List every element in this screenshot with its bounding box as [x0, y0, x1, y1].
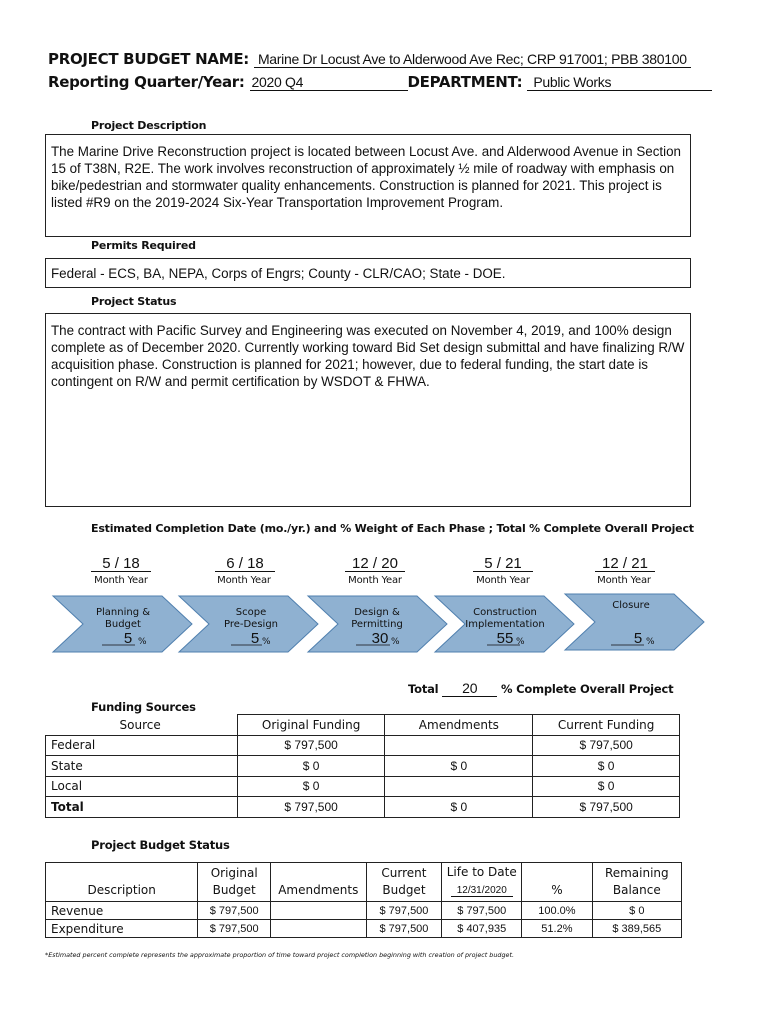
- permits-text: Federal - ECS, BA, NEPA, Corps of Engrs; County - CLR/CAO; State - DOE.: [51, 266, 506, 281]
- phase-2-pct-sign: %: [262, 637, 271, 647]
- description-text: The Marine Drive Reconstruction project is located between Locust Ave. and Alderwood Avenue in Section 15 of T38N, R2E. The work involves reconstruction of approximately ½ mile of roadway with emphasis on bike/pedestrian and stormwater quality enhancements. Construction is planned for 2021. This project is listed #R9 on the 2019-2024 Six-Year Transportation Improvement Program.: [51, 144, 681, 210]
- permits-box: [45, 258, 691, 288]
- project-budget-name-row: [48, 50, 691, 68]
- milestone-4-caption: Month Year: [476, 575, 530, 586]
- table-row: [46, 756, 680, 777]
- col-life-to-date: Life to Date 12/31/2020: [442, 863, 522, 902]
- budget-current: $ 797,500: [366, 902, 442, 920]
- description-box: [45, 134, 691, 237]
- phase-2-line1: Scope: [235, 607, 267, 618]
- reporting-quarter-row: [48, 73, 712, 91]
- footnote: *Estimated percent complete represents the approximate proportion of time toward project completion beginning with creation of project budget.: [45, 951, 514, 959]
- funding-current: $ 797,500: [533, 735, 680, 756]
- phase-4-pct: 55: [496, 630, 514, 647]
- milestone-3-caption: Month Year: [348, 575, 402, 586]
- budget-pct: 100.0%: [522, 902, 592, 920]
- budget-current: $ 797,500: [366, 920, 442, 938]
- milestone-4: 5 / 21: [468, 555, 538, 572]
- budget-remaining: $ 0: [592, 902, 681, 920]
- funding-original: $ 797,500: [237, 735, 385, 756]
- budget-amendments: [270, 920, 366, 938]
- col-percent: %: [522, 863, 592, 902]
- milestone-5: 12 / 21: [590, 555, 660, 572]
- phase-5-pct: 5: [633, 630, 643, 647]
- phase-construction: [435, 596, 574, 652]
- phase-1-pct: 5: [123, 630, 133, 647]
- funding-current: $ 797,500: [533, 797, 680, 818]
- completion-label: Estimated Completion Date (mo./yr.) and % Weight of Each Phase ; Total % Complete Overall Project: [91, 522, 694, 535]
- budget-original: $ 797,500: [198, 920, 271, 938]
- total-value: 20: [442, 681, 497, 697]
- funding-amendments: $ 0: [385, 756, 533, 777]
- phase-4-line1: Construction: [473, 607, 537, 618]
- budget-pct: 51.2%: [522, 920, 592, 938]
- phase-2-pct: 5: [250, 630, 260, 647]
- milestone-2-caption: Month Year: [217, 575, 271, 586]
- phase-3-pct: 30: [371, 630, 389, 647]
- funding-header-row: [46, 715, 680, 736]
- col-description: Description: [46, 863, 198, 902]
- phase-chevrons: [50, 592, 710, 656]
- quarter-value: 2020 Q4: [250, 75, 408, 91]
- phase-1-line1: Planning &: [95, 607, 151, 618]
- funding-original: $ 0: [237, 756, 385, 777]
- col-current-budget: Current Budget: [366, 863, 442, 902]
- budget-status-table: [45, 862, 682, 938]
- budget-name-label: PROJECT BUDGET NAME:: [48, 50, 249, 68]
- milestone-5-year: 21: [631, 555, 648, 572]
- phase-5-pct-sign: %: [646, 637, 655, 647]
- budget-amendments: [270, 902, 366, 920]
- status-box: [45, 313, 691, 507]
- milestone-3: 12 / 20: [340, 555, 410, 572]
- description-label: Project Description: [91, 119, 207, 132]
- budget-header-row: [46, 863, 682, 902]
- table-row: [46, 920, 682, 938]
- status-label: Project Status: [91, 295, 177, 308]
- col-current-funding: Current Funding: [533, 715, 680, 736]
- col-amendments: Amendments: [385, 715, 533, 736]
- budget-status-label: Project Budget Status: [91, 838, 230, 852]
- milestone-2-year: 18: [247, 555, 264, 572]
- phase-4-pct-sign: %: [516, 637, 525, 647]
- phase-planning: [53, 596, 192, 652]
- budget-remaining: $ 389,565: [592, 920, 681, 938]
- budget-name-value: Marine Dr Locust Ave to Alderwood Ave Rec; CRP 917001; PBB 380100: [254, 52, 691, 68]
- budget-desc: Expenditure: [46, 920, 198, 938]
- status-text: The contract with Pacific Survey and Engineering was executed on November 4, 2019, and 100% design complete as of December 2020. Currently working toward Bid Set design submittal and have finalizing R/W acquisition phase. Construction is planned for 2021; however, due to federal funding, the start date is contingent on R/W and permit certification by WSDOT & FHWA.: [51, 323, 685, 389]
- phase-design: [308, 596, 447, 652]
- milestone-5-caption: Month Year: [597, 575, 651, 586]
- milestone-1-month: 5: [102, 555, 111, 572]
- funding-original: $ 0: [237, 776, 385, 797]
- milestone-3-year: 20: [381, 555, 398, 572]
- budget-ltd: $ 797,500: [442, 902, 522, 920]
- milestone-2: 6 / 18: [210, 555, 280, 572]
- milestone-4-year: 21: [505, 555, 522, 572]
- phase-closure: [565, 594, 704, 650]
- total-complete-row: [408, 681, 673, 697]
- funding-amendments: [385, 735, 533, 756]
- total-label: Total: [408, 682, 439, 696]
- col-remaining-balance: Remaining Balance: [592, 863, 681, 902]
- funding-amendments: $ 0: [385, 797, 533, 818]
- funding-table: [45, 714, 680, 818]
- milestone-1-caption: Month Year: [94, 575, 148, 586]
- phase-3-line1: Design &: [354, 607, 400, 618]
- permits-label: Permits Required: [91, 239, 196, 252]
- total-suffix: % Complete Overall Project: [501, 682, 674, 696]
- col-amendments: Amendments: [270, 863, 366, 902]
- milestone-4-month: 5: [484, 555, 493, 572]
- funding-original: $ 797,500: [237, 797, 385, 818]
- funding-current: $ 0: [533, 776, 680, 797]
- phase-scope: [179, 596, 318, 652]
- funding-current: $ 0: [533, 756, 680, 777]
- phase-3-line2: Permitting: [351, 619, 403, 630]
- phase-1-pct-sign: %: [138, 637, 147, 647]
- department-label: DEPARTMENT:: [407, 73, 523, 91]
- funding-source: Total: [46, 797, 238, 818]
- funding-source: Federal: [46, 735, 238, 756]
- phase-1-line2: Budget: [105, 619, 141, 630]
- table-row: [46, 776, 680, 797]
- milestone-3-month: 12: [352, 555, 369, 572]
- col-original-funding: Original Funding: [237, 715, 385, 736]
- life-to-date-date: 12/31/2020: [451, 885, 513, 897]
- budget-original: $ 797,500: [198, 902, 271, 920]
- phase-4-line2: Implementation: [465, 619, 545, 630]
- department-value: Public Works: [527, 75, 712, 91]
- phase-5-line1: Closure: [612, 600, 650, 611]
- col-original-budget: Original Budget: [198, 863, 271, 902]
- budget-ltd: $ 407,935: [442, 920, 522, 938]
- milestone-1-year: 18: [123, 555, 140, 572]
- quarter-label: Reporting Quarter/Year:: [48, 73, 245, 91]
- table-row: [46, 902, 682, 920]
- table-row: [46, 797, 680, 818]
- table-row: [46, 735, 680, 756]
- funding-source: State: [46, 756, 238, 777]
- milestone-5-month: 12: [602, 555, 619, 572]
- funding-source: Local: [46, 776, 238, 797]
- budget-desc: Revenue: [46, 902, 198, 920]
- phase-3-pct-sign: %: [391, 637, 400, 647]
- col-source: Source: [46, 715, 238, 736]
- milestone-2-month: 6: [226, 555, 235, 572]
- phase-2-line2: Pre-Design: [223, 619, 279, 630]
- milestone-1: 5 / 18: [86, 555, 156, 572]
- funding-label: Funding Sources: [91, 700, 196, 714]
- funding-amendments: [385, 776, 533, 797]
